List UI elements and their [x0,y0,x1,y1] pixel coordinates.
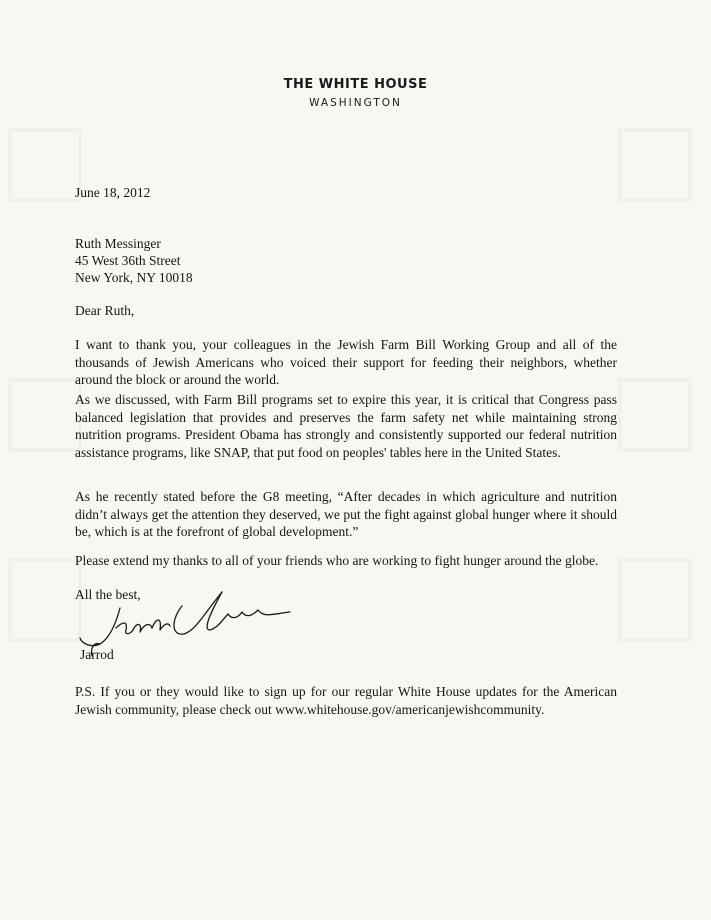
signer-name: Jarrod [80,647,114,662]
paragraph-extend-thanks: Please extend my thanks to all of your friends who are working to fight hunger around the globe. [75,553,599,568]
letter-date: June 18, 2012 [75,185,151,200]
postscript: P.S. If you or they would like to sign up for our regular White House updates for the American Jewish community, please check out www.whitehouse.gov/americanjewishcommunity. [75,684,617,717]
recipient-name: Ruth Messinger [75,236,161,251]
paragraph-g8-quote: As he recently stated before the G8 meeting, “After decades in which agriculture and nutrition didn’t always get the attention they deserved, we put the fight against global hunger where it should be, which is at the forefront of global development.” [75,489,617,539]
closing: All the best, [75,587,141,602]
letterhead-title: THE WHITE HOUSE [283,77,428,92]
paragraph-farm-bill: As we discussed, with Farm Bill programs set to expire this year, it is critical that Congress pass balanced legislation that provides and preserves the farm safety net while maintaining strong nutrition programs. President Obama has strongly and consistently supported our federal nutrition assistance programs, like SNAP, that put food on peoples' tables here in the United States. [75,392,617,460]
recipient-street: 45 West 36th Street [75,253,181,268]
salutation: Dear Ruth, [75,303,135,318]
letterhead-subtitle: WASHINGTON [309,97,402,109]
recipient-city: New York, NY 10018 [75,270,193,285]
paragraph-thanks: I want to thank you, your colleagues in the Jewish Farm Bill Working Group and all of the thousands of Jewish Americans who voiced their support for feeding their neighbors, whether around the block or around the world. [75,337,617,387]
